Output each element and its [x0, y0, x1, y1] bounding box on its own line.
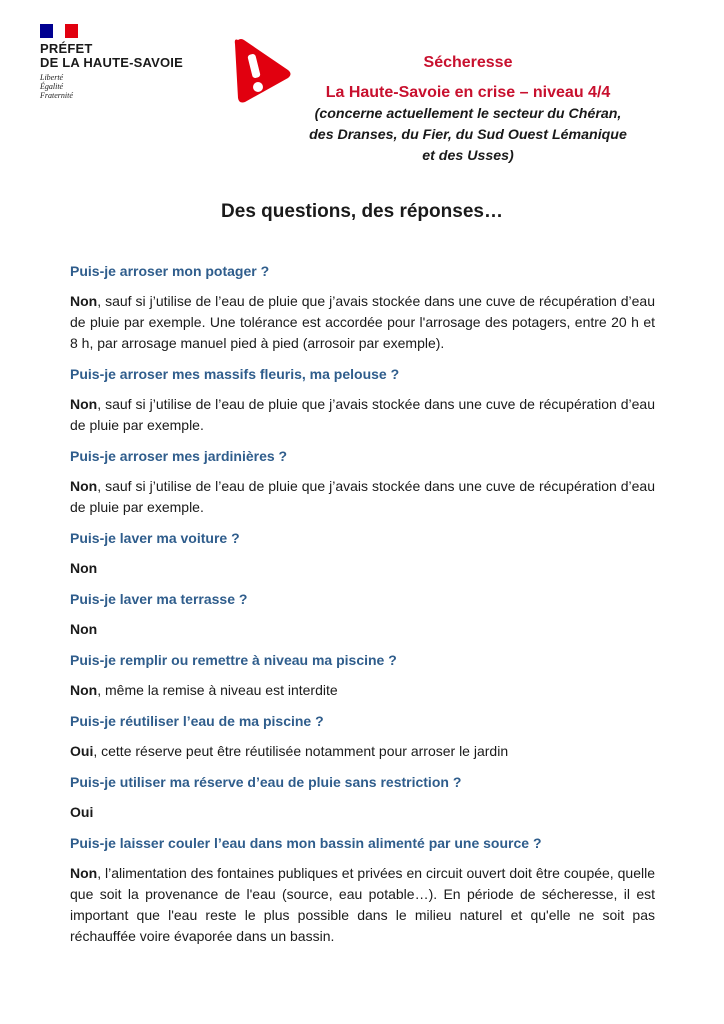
answer-verdict: Non [70, 682, 98, 698]
answer-verdict: Non [70, 478, 98, 494]
answer [70, 394, 655, 436]
answer [70, 741, 655, 762]
answer [70, 863, 655, 947]
answer [70, 476, 655, 518]
header-scope-line-3: et des Usses) [422, 148, 514, 164]
question: Puis-je arroser mon potager ? [70, 263, 270, 279]
answer-text: , sauf si j’utilise de l’eau de pluie que j’avais stockée dans une cuve de récupération d’eau de pluie par exemple. Une tolérance est accordée pour l'arrosage des potagers, entre 20 h et 8 h, par arrosage manuel pied à pied (arrosoir par exemple). [70, 293, 655, 351]
answer-text: , cette réserve peut être réutilisée notamment pour arroser le jardin [93, 743, 509, 759]
header-scope-line-2: des Dranses, du Fier, du Sud Ouest Lémanique [309, 127, 627, 143]
answer-verdict: Oui [70, 804, 94, 820]
question: Puis-je laisser couler l’eau dans mon bassin alimenté par une source ? [70, 835, 542, 851]
motto-egalite: Égalité [40, 82, 64, 91]
warning-triangle-icon [224, 34, 294, 106]
qa-list [70, 262, 655, 958]
question: Puis-je laver ma terrasse ? [70, 591, 248, 607]
answer-verdict: Non [70, 396, 98, 412]
page-title: Des questions, des réponses… [221, 201, 503, 222]
header-scope-line-1: (concerne actuellement le secteur du Chéran, [314, 106, 622, 122]
answer-verdict: Oui [70, 743, 94, 759]
motto-liberte: Liberté [40, 73, 64, 82]
answer [70, 291, 655, 354]
question: Puis-je laver ma voiture ? [70, 530, 240, 546]
answer-text: , l’alimentation des fontaines publiques et privées en circuit ouvert doit être coupée, quelle que soit la provenance de l'eau (source, eau potable…). En période de sécheresse, il est important que l'eau reste le plus possible dans le milieu naturel et qu'elle ne soit pas réchauffée voire évaporée dans un bassin. [70, 865, 655, 944]
answer [70, 802, 655, 823]
answer [70, 558, 655, 579]
prefecture-logo [40, 24, 210, 100]
answer [70, 619, 655, 640]
header-subtitle: La Haute-Savoie en crise – niveau 4/4 [325, 84, 611, 101]
answer-text: , sauf si j’utilise de l’eau de pluie que j’avais stockée dans une cuve de récupération d’eau de pluie par exemple. [70, 396, 655, 433]
motto [40, 73, 210, 100]
answer-verdict: Non [70, 293, 98, 309]
answer-verdict: Non [70, 560, 98, 576]
answer [70, 680, 655, 701]
question: Puis-je arroser mes jardinières ? [70, 448, 288, 464]
answer-verdict: Non [70, 865, 98, 881]
header-block [300, 52, 636, 167]
answer-text: , même la remise à niveau est interdite [97, 682, 338, 698]
question: Puis-je utiliser ma réserve d’eau de pluie sans restriction ? [70, 774, 462, 790]
french-flag-icon [40, 24, 78, 38]
question: Puis-je remplir ou remettre à niveau ma piscine ? [70, 652, 397, 668]
prefecture-name-line1: PRÉFET [40, 41, 93, 56]
answer-text: , sauf si j’utilise de l’eau de pluie que j’avais stockée dans une cuve de récupération d’eau de pluie par exemple. [70, 478, 655, 515]
question: Puis-je réutiliser l’eau de ma piscine ? [70, 713, 324, 729]
prefecture-name-line2: DE LA HAUTE-SAVOIE [40, 55, 183, 70]
question: Puis-je arroser mes massifs fleuris, ma pelouse ? [70, 366, 400, 382]
header-title: Sécheresse [423, 54, 513, 71]
answer-verdict: Non [70, 621, 98, 637]
motto-fraternite: Fraternité [40, 91, 73, 100]
